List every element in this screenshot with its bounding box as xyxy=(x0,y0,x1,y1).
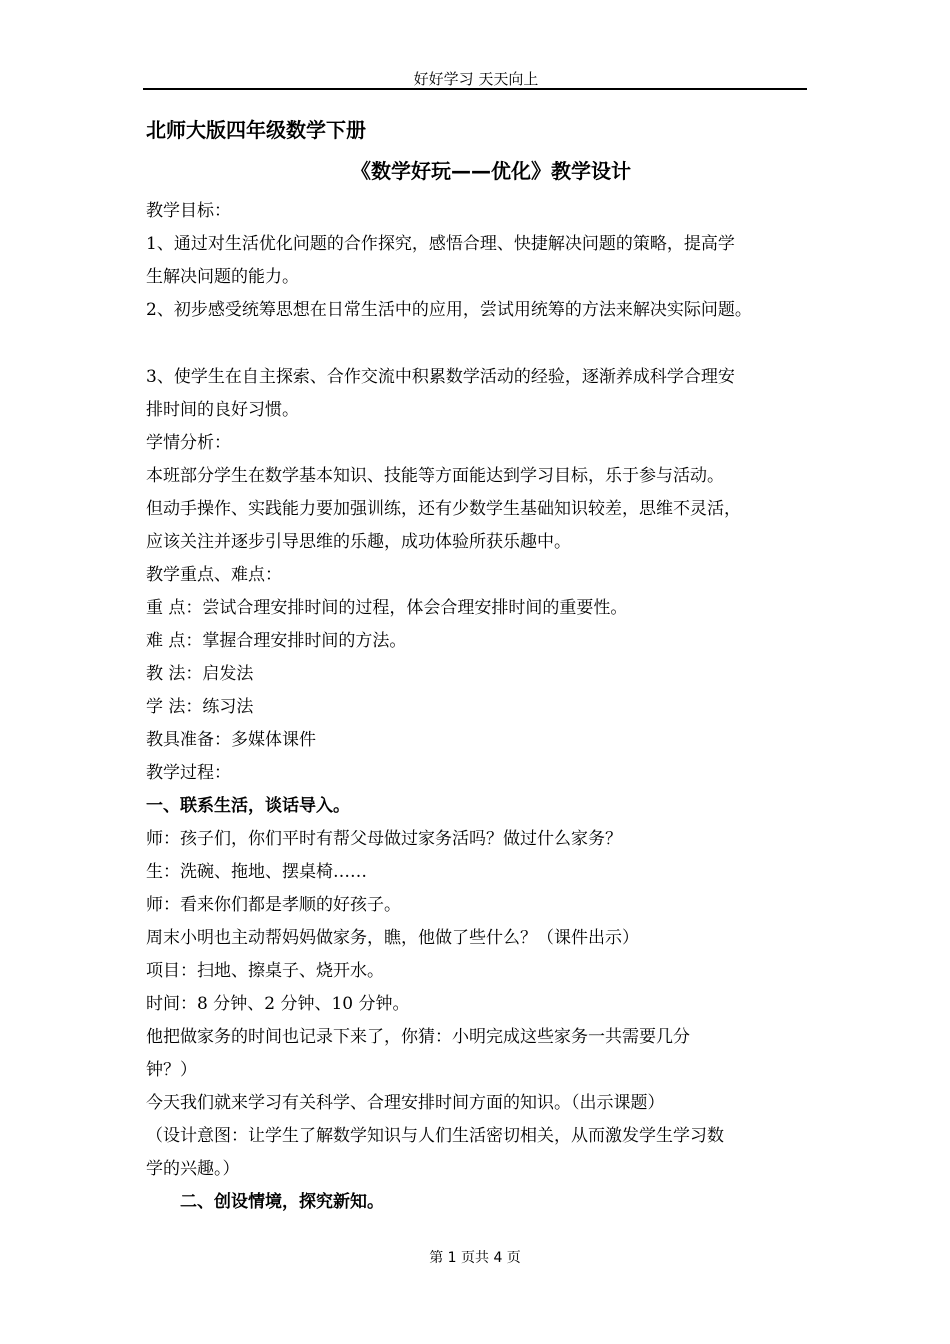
dialogue-line-3: 师：看来你们都是孝顺的好孩子。 xyxy=(146,895,401,915)
page-footer: 第 1 页共 4 页 xyxy=(429,1250,521,1266)
key-point: 重 点：尝试合理安排时间的过程，体会合理安排时间的重要性。 xyxy=(146,598,628,618)
document-subtitle: 《数学好玩——优化》教学设计 xyxy=(351,159,631,183)
teaching-tools: 教具准备：多媒体课件 xyxy=(146,730,316,750)
analysis-line-3: 应该关注并逐步引导思维的乐趣，成功体验所获乐趣中。 xyxy=(146,532,571,552)
dialogue-line-1: 师：孩子们，你们平时有帮父母做过家务活吗？做过什么家务？ xyxy=(146,829,622,849)
difficult-point: 难 点：掌握合理安排时间的方法。 xyxy=(146,631,407,651)
question-line-2: 钟？） xyxy=(146,1060,197,1080)
goal-3-line-1: 3、使学生在自主探索、合作交流中积累数学活动的经验，逐渐养成科学合理安 xyxy=(146,367,735,387)
question-line-1: 他把做家务的时间也记录下来了，你猜：小明完成这些家务一共需要几分 xyxy=(146,1027,690,1047)
analysis-line-1: 本班部分学生在数学基本知识、技能等方面能达到学习目标，乐于参与活动。 xyxy=(146,466,724,486)
learning-method: 学 法：练习法 xyxy=(146,697,254,717)
design-intent-line-2: 学的兴趣。） xyxy=(146,1159,240,1179)
goal-1-line-2: 生解决问题的能力。 xyxy=(146,267,299,287)
dialogue-line-4: 周末小明也主动帮妈妈做家务，瞧，他做了些什么？（课件出示） xyxy=(146,928,639,948)
topic-intro-line: 今天我们就来学习有关科学、合理安排时间方面的知识。（出示课题） xyxy=(146,1093,665,1113)
goal-1-line-1: 1、通过对生活优化问题的合作探究，感悟合理、快捷解决问题的策略，提高学 xyxy=(146,234,735,254)
page-header: 好好学习 天天向上 xyxy=(413,70,539,88)
key-points-heading: 教学重点、难点： xyxy=(146,565,282,585)
dialogue-line-2: 生：洗碗、拖地、摆桌椅…… xyxy=(146,862,367,882)
teaching-method: 教 法：启发法 xyxy=(146,664,254,684)
goal-2: 2、初步感受统筹思想在日常生活中的应用，尝试用统筹的方法来解决实际问题。 xyxy=(146,300,752,320)
analysis-heading: 学情分析： xyxy=(146,433,231,453)
header-divider xyxy=(143,88,807,90)
document-title: 北师大版四年级数学下册 xyxy=(146,118,366,142)
goals-heading: 教学目标： xyxy=(146,201,231,221)
tasks-line: 项目：扫地、擦桌子、烧开水。 xyxy=(146,961,384,981)
process-heading: 教学过程： xyxy=(146,763,231,783)
design-intent-line-1: （设计意图：让学生了解数学知识与人们生活密切相关，从而激发学生学习数 xyxy=(146,1126,724,1146)
times-line: 时间：8 分钟、2 分钟、10 分钟。 xyxy=(146,994,410,1014)
section-2-heading: 二、创设情境，探究新知。 xyxy=(180,1192,384,1212)
goal-3-line-2: 排时间的良好习惯。 xyxy=(146,400,299,420)
analysis-line-2: 但动手操作、实践能力要加强训练，还有少数学生基础知识较差，思维不灵活， xyxy=(146,499,741,519)
section-1-heading: 一、联系生活，谈话导入。 xyxy=(146,796,350,816)
